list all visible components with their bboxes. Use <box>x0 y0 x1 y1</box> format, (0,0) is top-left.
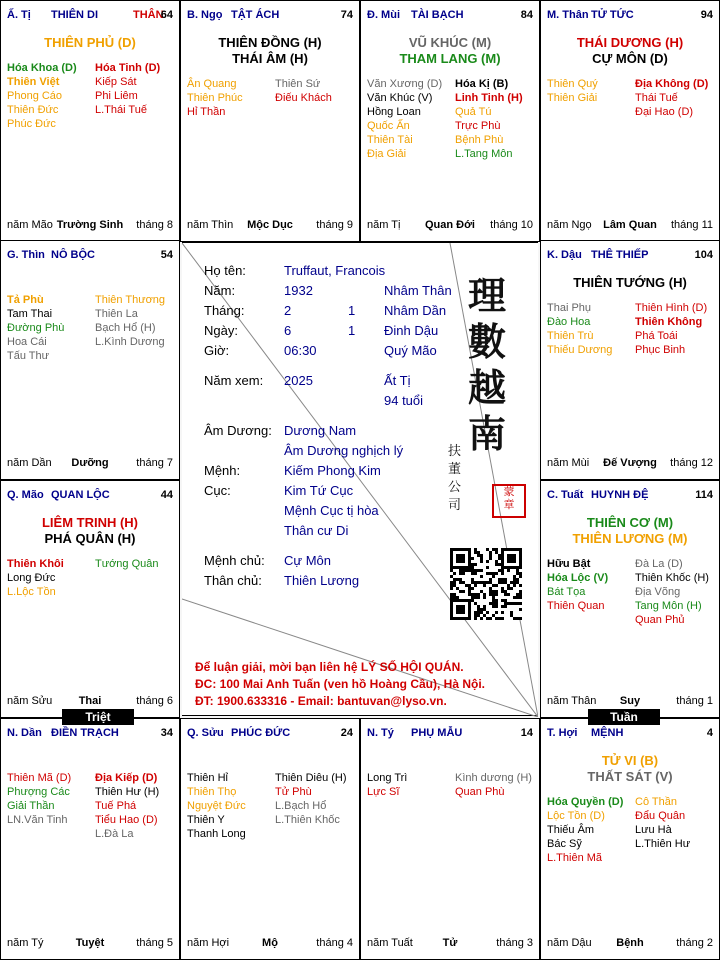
palace-year: năm Mão <box>7 219 53 231</box>
trang-sinh: Thai <box>78 695 102 707</box>
main-star: THIÊN PHỦ (D) <box>44 35 136 50</box>
main-star: CỰ MÔN (D) <box>592 51 668 66</box>
right-stars <box>635 301 707 357</box>
palace-header <box>1 727 179 743</box>
palace-month: tháng 5 <box>136 937 173 949</box>
minor-star: Đại Hao (D) <box>635 106 694 118</box>
minor-star: Bát Tọa <box>547 586 586 598</box>
left-stars <box>7 557 64 599</box>
palace-name: HUYNH ĐỆ <box>591 489 649 501</box>
trang-sinh: Suy <box>619 695 641 707</box>
palace-name: TẬT ÁCH <box>231 9 280 21</box>
minor-star: Thiên Hình (D) <box>635 302 708 314</box>
palace-month: tháng 7 <box>136 457 173 469</box>
palace-than[interactable] <box>540 0 720 242</box>
minor-star: Đào Hoa <box>547 316 591 328</box>
left-stars <box>367 77 442 161</box>
info-day-can: Đinh Dậu <box>384 323 439 338</box>
left-stars <box>547 795 623 865</box>
main-stars <box>541 35 719 67</box>
palace-number: 104 <box>694 249 713 261</box>
info-menhchu-label: Mệnh chủ: <box>204 553 265 568</box>
minor-star: Quan Phù <box>455 786 505 798</box>
main-star: THIÊN LƯƠNG (M) <box>572 531 688 546</box>
minor-star: Tuế Phá <box>95 800 137 812</box>
palace-branch: Ấ. Tị <box>7 9 31 21</box>
palace-footer <box>1 219 179 233</box>
minor-star: Hóa Tinh (D) <box>95 62 161 74</box>
palace-number: 114 <box>695 489 713 501</box>
minor-star: Hóa Kị (B) <box>455 78 509 90</box>
palace-branch: T. Hợi <box>547 727 578 739</box>
palace-year: năm Thìn <box>187 219 234 231</box>
minor-star: Kình dương (H) <box>455 772 532 784</box>
minor-star: Thiên Đức <box>7 104 59 116</box>
minor-star: Văn Xương (D) <box>367 78 443 90</box>
minor-star: L.Thiên Khốc <box>275 814 340 826</box>
palace-header <box>361 9 539 25</box>
palace-branch: N. Tý <box>367 727 394 739</box>
minor-star: Giải Thần <box>7 800 55 812</box>
minor-star: Bác Sỹ <box>547 838 582 850</box>
palace-month: tháng 3 <box>496 937 533 949</box>
minor-star: Phi Liêm <box>95 90 138 102</box>
left-stars <box>367 771 407 799</box>
info-cuc3: Thân cư Di <box>284 523 349 538</box>
palace-year: năm Sửu <box>7 695 53 707</box>
palace-name: QUAN LỘC <box>51 489 110 501</box>
minor-star: Thiếu Âm <box>547 824 595 836</box>
palace-year: năm Hợi <box>187 937 230 949</box>
minor-star: Linh Tinh (H) <box>455 92 523 104</box>
palace-name: TÀI BẠCH <box>411 9 464 21</box>
palace-footer <box>541 937 719 951</box>
minor-star: Ân Quang <box>187 78 237 90</box>
palace-footer <box>541 695 719 709</box>
minor-star: Thiên Quan <box>547 600 605 612</box>
minor-star: Hóa Khoa (D) <box>7 62 77 74</box>
minor-star: L.Thiên Mã <box>547 852 603 864</box>
minor-star: Thiên Không <box>635 316 703 328</box>
palace-month: tháng 10 <box>490 219 533 231</box>
palace-year: năm Dần <box>7 457 52 469</box>
info-year-can: Nhâm Thân <box>384 283 452 298</box>
main-star: THIÊN CƠ (M) <box>586 515 674 530</box>
info-month: 2 <box>284 303 292 318</box>
palace-footer <box>181 937 359 951</box>
palace-name: TỬ TỨC <box>591 9 634 21</box>
minor-star: Thiên Hỉ <box>187 772 228 784</box>
info-day: 6 <box>284 323 292 338</box>
minor-star: Phúc Đức <box>7 118 56 130</box>
palace-hoi[interactable] <box>540 718 720 960</box>
contact-line: ĐC: 100 Mai Anh Tuấn (ven hồ Hoàng Cầu), Hà Nội. <box>195 677 486 691</box>
minor-star: Thiên Sứ <box>275 78 321 90</box>
info-view: 2025 <box>284 373 313 388</box>
minor-star: Thiên Khôi <box>7 558 64 570</box>
tuan-marker: Tuần <box>588 709 660 725</box>
minor-star: Thiếu Dương <box>547 344 613 356</box>
info-month-label: Tháng: <box>204 303 245 318</box>
palace-header <box>1 9 179 25</box>
contact-line: Để luận giải, mời bạn liên hệ LÝ SỐ HỘI QUÁN. <box>195 660 464 674</box>
minor-star: Long Trì <box>367 772 408 784</box>
palace-name: MỆNH <box>591 727 624 739</box>
minor-star: Kiếp Sát <box>95 76 137 88</box>
palace-footer <box>361 219 539 233</box>
palace-year: năm Tị <box>367 219 401 231</box>
palace-suu[interactable] <box>180 718 360 960</box>
minor-star: Hồng Loan <box>367 106 421 118</box>
trang-sinh: Quan Đới <box>425 219 475 231</box>
qr-code <box>450 548 522 620</box>
minor-star: Phục Binh <box>635 344 686 356</box>
minor-star: L.Thái Tuế <box>95 104 147 116</box>
main-star: THÁI DƯƠNG (H) <box>576 35 684 50</box>
right-stars <box>95 557 159 571</box>
info-month-can: Nhâm Dần <box>384 303 447 318</box>
palace-name: THÊ THIẾP <box>591 249 649 261</box>
main-stars <box>541 515 719 547</box>
palace-number: 84 <box>520 9 533 21</box>
palace-name: PHỤ MẪU <box>411 727 463 739</box>
minor-star: Tam Thai <box>7 308 53 320</box>
minor-star: Tiểu Hao (D) <box>95 814 158 826</box>
info-cuc2: Mệnh Cục tị hòa <box>284 503 379 518</box>
minor-star: Đường Phù <box>7 322 65 334</box>
palace-number: 14 <box>520 727 533 739</box>
palace-year: năm Ngọ <box>547 219 592 231</box>
palace-name: ĐIỀN TRẠCH <box>51 727 119 739</box>
info-name-label: Họ tên: <box>204 263 246 278</box>
minor-star: L.Kình Dương <box>95 336 165 348</box>
minor-star: Thiên Hư (H) <box>95 786 160 798</box>
palace-branch: B. Ngọ <box>187 9 223 21</box>
minor-star: Thiên Diêu (H) <box>275 772 347 784</box>
info-amduong2: Âm Dương nghịch lý <box>284 443 404 458</box>
palace-branch: C. Tuất <box>547 489 584 501</box>
info-year-label: Năm: <box>204 283 236 298</box>
info-name: Truffaut, Francois <box>284 263 386 278</box>
minor-star: Đà La (D) <box>635 558 683 570</box>
palace-month: tháng 6 <box>136 695 173 707</box>
palace-tuat[interactable] <box>540 480 720 718</box>
minor-star: Thiên Tài <box>367 134 413 146</box>
than-marker: THÂN <box>133 9 164 21</box>
info-day-label: Ngày: <box>204 323 238 338</box>
palace-name: NÔ BỘC <box>51 249 95 261</box>
minor-star: Thiên Thương <box>95 294 166 306</box>
minor-star: Lực Sĩ <box>367 786 400 798</box>
palace-footer <box>541 219 719 233</box>
info-menhchu: Cự Môn <box>284 553 331 568</box>
palace-footer <box>1 937 179 951</box>
palace-branch: Q. Sửu <box>187 727 224 739</box>
minor-star: Trực Phù <box>455 120 501 132</box>
palace-number: 64 <box>160 9 173 21</box>
main-stars <box>541 753 719 785</box>
minor-star: LN.Văn Tinh <box>7 814 68 826</box>
minor-star: Bạch Hổ (H) <box>95 322 156 334</box>
main-stars <box>181 35 359 67</box>
palace-month: tháng 8 <box>136 219 173 231</box>
triet-marker: Triệt <box>62 709 134 725</box>
minor-star: Lộc Tồn (D) <box>547 810 605 822</box>
minor-star: Địa Võng <box>635 586 681 598</box>
palace-header <box>541 9 719 25</box>
palace-year: năm Mùi <box>547 457 590 469</box>
calligraphy-small: 扶董公司 <box>448 444 462 513</box>
palace-name: THIÊN DI <box>51 9 99 21</box>
main-star: PHÁ QUÂN (H) <box>44 531 136 546</box>
palace-dau[interactable] <box>540 240 720 480</box>
trang-sinh: Dưỡng <box>71 457 109 469</box>
red-seal: 蒙 章 <box>492 484 526 518</box>
info-cuc1: Kim Tứ Cục <box>284 483 354 498</box>
trang-sinh: Lâm Quan <box>603 219 657 231</box>
palace-number: 54 <box>160 249 173 261</box>
palace-header <box>1 249 179 265</box>
palace-footer <box>541 457 719 471</box>
minor-star: Quan Phủ <box>635 614 685 626</box>
minor-star: Hỉ Thần <box>187 106 226 118</box>
left-stars <box>187 77 243 119</box>
palace-branch: N. Dần <box>7 727 42 739</box>
left-stars <box>547 77 598 105</box>
minor-star: Tấu Thư <box>7 350 50 362</box>
palace-header <box>541 249 719 265</box>
palace-number: 94 <box>700 9 713 21</box>
right-stars <box>635 557 709 627</box>
info-view-label: Năm xem: <box>204 373 264 388</box>
right-stars <box>455 77 523 161</box>
palace-footer <box>1 695 179 709</box>
main-stars <box>541 275 719 291</box>
info-menh-label: Mệnh: <box>204 463 241 478</box>
minor-star: Tả Phù <box>7 294 44 306</box>
trang-sinh: Đế Vượng <box>603 457 657 469</box>
palace-header <box>541 727 719 743</box>
palace-month: tháng 1 <box>676 695 713 707</box>
minor-star: Thiên Khốc (H) <box>635 572 709 584</box>
info-thanchu: Thiên Lương <box>284 573 360 588</box>
minor-star: Thiên Y <box>187 814 225 826</box>
info-amduong1: Dương Nam <box>284 423 357 438</box>
palace-header <box>1 489 179 505</box>
trang-sinh: Tử <box>442 937 458 949</box>
main-star: THÁI ÂM (H) <box>232 51 308 66</box>
trang-sinh: Mộc Dục <box>247 219 293 231</box>
trang-sinh: Trường Sinh <box>56 219 124 231</box>
minor-star: Tướng Quân <box>95 558 159 570</box>
minor-star: Văn Khúc (V) <box>367 92 433 104</box>
minor-star: Lưu Hà <box>635 824 672 836</box>
right-stars <box>455 771 532 799</box>
info-hour-label: Giờ: <box>204 343 230 358</box>
palace-mui[interactable] <box>360 0 540 242</box>
minor-star: L.Đà La <box>95 828 134 840</box>
info-year: 1932 <box>284 283 313 298</box>
minor-star: Thai Phụ <box>547 302 592 314</box>
minor-star: Quốc Ấn <box>367 120 410 132</box>
palace-month: tháng 4 <box>316 937 353 949</box>
palace-header <box>541 489 719 505</box>
right-stars <box>275 771 347 827</box>
minor-star: Tang Môn (H) <box>635 600 702 612</box>
minor-star: Đẩu Quân <box>635 810 686 822</box>
minor-star: Thiên Giải <box>547 92 598 104</box>
minor-star: Hữu Bật <box>547 558 591 570</box>
palace-number: 4 <box>706 727 713 739</box>
minor-star: Phượng Các <box>7 786 70 798</box>
palace-branch: Q. Mão <box>7 489 44 501</box>
main-star: THAM LANG (M) <box>399 51 501 66</box>
minor-star: Thái Tuế <box>635 92 678 104</box>
palace-branch: K. Dậu <box>547 249 582 261</box>
minor-star: Thiên Thọ <box>187 786 237 798</box>
left-stars <box>547 557 608 613</box>
minor-star: Thiên Việt <box>7 76 60 88</box>
palace-header <box>181 727 359 743</box>
trang-sinh: Bệnh <box>616 937 644 949</box>
info-amduong-label: Âm Dương: <box>204 423 272 438</box>
minor-star: Địa Kiếp (D) <box>95 772 158 784</box>
main-stars <box>1 515 179 547</box>
info-age: 94 tuổi <box>384 393 424 408</box>
info-day-lunar: 1 <box>348 323 356 338</box>
main-star: THIÊN TƯỚNG (H) <box>573 275 687 290</box>
left-stars <box>187 771 246 841</box>
palace-year: năm Tuất <box>367 937 413 949</box>
left-stars <box>7 293 64 363</box>
calligraphy-logo: 理數越南 <box>468 273 507 456</box>
info-hour: 06:30 <box>284 343 317 358</box>
main-star: LIÊM TRINH (H) <box>41 515 139 530</box>
minor-star: Quả Tú <box>455 106 492 118</box>
main-star: VŨ KHÚC (M) <box>408 35 492 50</box>
palace-header <box>181 9 359 25</box>
palace-name: PHÚC ĐỨC <box>231 727 291 739</box>
trang-sinh: Tuyệt <box>75 937 105 949</box>
contact-line: ĐT: 1900.633316 - Email: bantuvan@lyso.vn. <box>195 694 447 708</box>
left-stars <box>7 61 77 131</box>
minor-star: Hoa Cái <box>7 336 47 348</box>
minor-star: L.Tang Môn <box>455 148 513 160</box>
main-stars <box>361 35 539 67</box>
minor-star: L.Thiên Hư <box>635 838 691 850</box>
left-stars <box>547 301 612 357</box>
palace-ngo[interactable] <box>180 0 360 242</box>
palace-ty[interactable] <box>0 0 180 242</box>
palace-header <box>361 727 539 743</box>
right-stars <box>635 795 690 851</box>
right-stars <box>95 293 165 349</box>
palace-ti[interactable] <box>360 718 540 960</box>
info-cuc-label: Cục: <box>204 483 231 498</box>
minor-star: Thiên Quý <box>547 78 598 90</box>
info-view-can: Ất Tị <box>384 373 411 388</box>
right-stars <box>95 771 159 841</box>
palace-month: tháng 9 <box>316 219 353 231</box>
right-stars <box>95 61 160 117</box>
info-thanchu-label: Thân chủ: <box>204 573 262 588</box>
minor-star: Địa Không (D) <box>635 78 709 90</box>
palace-branch: G. Thìn <box>7 249 45 261</box>
palace-number: 44 <box>160 489 173 501</box>
left-stars <box>7 771 71 827</box>
qr-pattern <box>450 548 522 620</box>
palace-year: năm Dậu <box>547 937 592 949</box>
palace-month: tháng 11 <box>670 219 713 231</box>
palace-footer <box>1 457 179 471</box>
right-stars <box>275 77 332 105</box>
palace-branch: M. Thân <box>547 9 589 21</box>
minor-star: Hóa Quyền (D) <box>547 796 624 808</box>
info-menh: Kiếm Phong Kim <box>284 463 381 478</box>
palace-number: 24 <box>340 727 353 739</box>
palace-number: 74 <box>340 9 353 21</box>
main-star: TỬ VI (B) <box>601 753 659 768</box>
minor-star: Tử Phù <box>275 786 312 798</box>
minor-star: Thiên Mã (D) <box>7 772 72 784</box>
minor-star: Thiên Trù <box>547 330 594 342</box>
minor-star: Thanh Long <box>187 828 246 840</box>
right-stars <box>635 77 708 119</box>
palace-footer <box>361 937 539 951</box>
palace-thin[interactable] <box>0 240 180 480</box>
palace-number: 34 <box>160 727 173 739</box>
minor-star: Điếu Khách <box>275 92 332 104</box>
palace-year: năm Tý <box>7 937 44 949</box>
minor-star: Hóa Lộc (V) <box>547 572 609 584</box>
minor-star: Thiên Phúc <box>187 92 243 104</box>
palace-year: năm Thân <box>547 695 597 707</box>
minor-star: Nguyệt Đức <box>187 800 246 812</box>
center-panel <box>182 242 538 716</box>
minor-star: Địa Giải <box>367 148 407 160</box>
minor-star: L.Bạch Hổ <box>275 800 327 812</box>
trang-sinh: Mộ <box>262 937 278 949</box>
minor-star: Bệnh Phù <box>455 134 504 146</box>
minor-star: Phá Toái <box>635 330 678 342</box>
minor-star: Cô Thần <box>635 796 677 808</box>
main-stars <box>1 35 179 51</box>
minor-star: L.Lộc Tồn <box>7 586 56 598</box>
palace-month: tháng 2 <box>676 937 713 949</box>
minor-star: Phong Cáo <box>7 90 63 102</box>
info-hour-can: Quý Mão <box>384 343 437 358</box>
main-star: THẤT SÁT (V) <box>587 769 673 784</box>
palace-dan[interactable] <box>0 718 180 960</box>
minor-star: Thiên La <box>95 308 138 320</box>
palace-branch: Đ. Mùi <box>367 9 400 21</box>
palace-mao[interactable] <box>0 480 180 718</box>
main-star: THIÊN ĐỒNG (H) <box>218 35 322 50</box>
info-month-lunar: 1 <box>348 303 356 318</box>
palace-month: tháng 12 <box>670 457 713 469</box>
minor-star: Long Đức <box>7 572 56 584</box>
palace-footer <box>181 219 359 233</box>
